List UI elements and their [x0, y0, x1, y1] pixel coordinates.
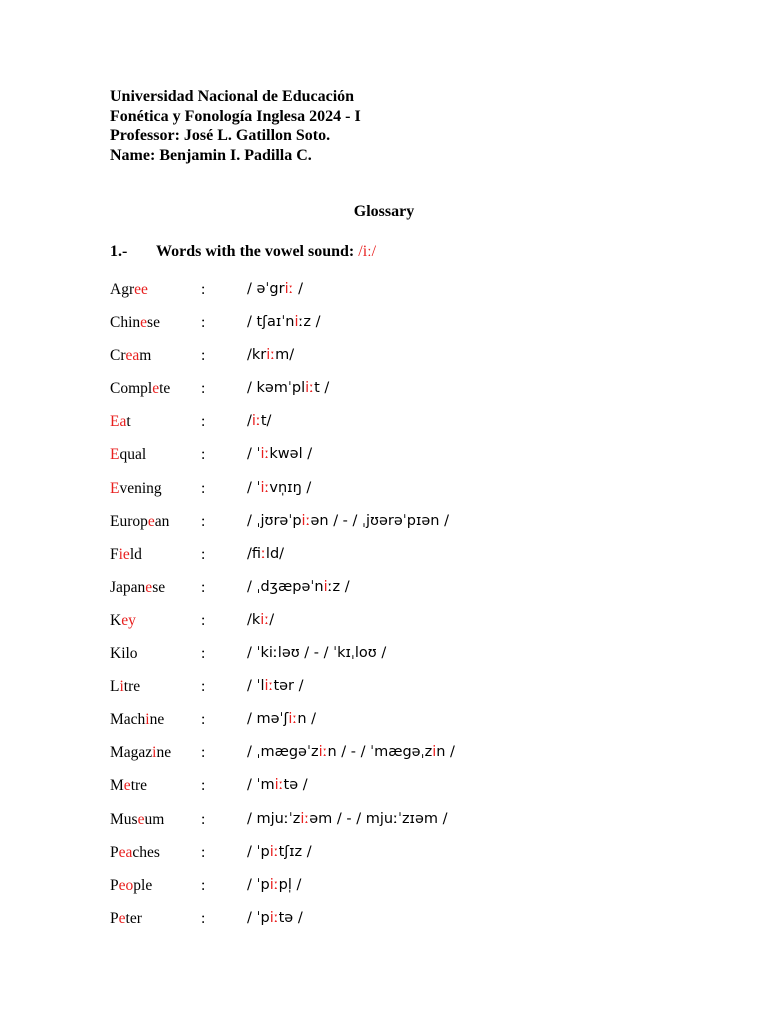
word-segment: vening [119, 479, 162, 497]
entry-word [110, 281, 148, 299]
ipa-segment: /k [247, 611, 261, 628]
entry-separator: : [201, 711, 206, 729]
glossary-entry [110, 480, 710, 513]
page-title: Glossary [353, 203, 415, 220]
glossary-entry [110, 711, 710, 744]
ipa-highlight: i [432, 744, 437, 761]
glossary-entry [110, 678, 710, 711]
entry-separator: : [201, 479, 206, 497]
entry-transcription [247, 281, 303, 297]
ipa-highlight: iː [260, 446, 270, 463]
word-segment: Europ [110, 512, 148, 530]
ipa-segment: / ˈkiːləʊ / - / ˈkɪˌloʊ / [247, 645, 387, 662]
ipa-segment: / ˈm [247, 777, 275, 794]
ipa-segment: / [293, 281, 303, 297]
word-segment: te [159, 380, 171, 398]
ipa-segment: vn̩ɪŋ / [269, 479, 312, 496]
ipa-segment: tʃɪz / [278, 843, 312, 860]
glossary-entry [110, 744, 710, 777]
word-segment: Magaz [110, 744, 153, 762]
word-segment: qual [119, 446, 147, 464]
entry-transcription [247, 711, 316, 727]
entry-transcription [247, 678, 304, 694]
ipa-highlight: iː [260, 479, 270, 496]
word-highlight: ee [134, 281, 148, 298]
ipa-segment: ld/ [265, 545, 285, 562]
entry-separator: : [201, 876, 206, 894]
entry-word [110, 612, 136, 630]
glossary-entry [110, 314, 710, 347]
glossary-entry [110, 579, 710, 612]
entry-transcription [247, 877, 301, 893]
word-highlight: e [145, 578, 153, 596]
entry-word [110, 844, 160, 862]
ipa-segment: ən / - / ˌjʊərəˈpɪən / [310, 512, 449, 529]
university-name: Universidad Nacional de Educación [110, 88, 355, 105]
ipa-segment: / ˈp [247, 909, 270, 926]
entry-separator: : [201, 578, 206, 596]
ipa-highlight: iː [266, 347, 276, 364]
glossary-entry [110, 844, 710, 877]
ipa-segment: n / - / ˈmægəˌz [327, 744, 433, 761]
word-highlight: e [140, 314, 148, 332]
word-segment: se [147, 314, 160, 332]
word-segment: se [152, 578, 166, 596]
entry-word [110, 777, 147, 795]
ipa-segment: / məˈʃ [247, 711, 289, 728]
entry-transcription [247, 645, 386, 661]
word-segment: m [139, 347, 152, 365]
word-segment: P [110, 843, 119, 861]
word-segment: P [110, 876, 119, 894]
word-segment: Agr [110, 281, 135, 298]
glossary-entry [110, 645, 710, 678]
ipa-highlight: i [323, 578, 328, 595]
entry-transcription [247, 380, 329, 396]
word-segment: Japan [110, 578, 146, 596]
ipa-segment: pl̩ / [278, 876, 302, 893]
ipa-highlight: iː [261, 545, 266, 562]
ipa-segment: / [247, 413, 252, 430]
ipa-segment: / tʃaɪˈn [247, 314, 295, 331]
entry-transcription [247, 844, 312, 860]
ipa-segment: / ˈ [247, 479, 261, 496]
glossary-entry [110, 446, 710, 479]
entry-transcription [247, 579, 350, 595]
ipa-segment: ːz / [298, 314, 321, 331]
glossary-entry [110, 546, 710, 579]
word-highlight: i [145, 711, 150, 729]
entry-transcription [247, 413, 271, 429]
ipa-segment: /f [247, 545, 262, 562]
ipa-segment: tə / [278, 909, 303, 926]
word-segment: Mach [110, 711, 146, 729]
word-highlight: ea [125, 347, 140, 365]
ipa-segment: / [269, 611, 275, 628]
word-segment: tre [123, 678, 141, 696]
entry-separator: : [201, 512, 206, 530]
ipa-segment: ːz / [327, 578, 350, 595]
ipa-highlight: iː [305, 380, 315, 397]
section-sound: /iː/ [358, 243, 377, 260]
word-highlight: e [118, 909, 126, 927]
ipa-segment: / ˈl [247, 678, 265, 695]
ipa-segment: / ˌdʒæpəˈn [247, 578, 324, 595]
ipa-segment: / ˈp [247, 843, 270, 860]
ipa-segment: m/ [275, 347, 295, 364]
ipa-segment: / ˌmægəˈz [247, 744, 319, 761]
entry-separator: : [201, 545, 206, 563]
entry-separator: : [201, 810, 206, 828]
document-header [110, 87, 361, 165]
ipa-segment: / mjuːˈz [247, 810, 301, 827]
entry-word [110, 811, 164, 829]
section-number: 1.- [110, 243, 128, 260]
entry-transcription [247, 910, 303, 926]
ipa-highlight: iː [274, 777, 284, 794]
entry-transcription [247, 777, 308, 793]
ipa-highlight: iː [269, 843, 279, 860]
entry-transcription [247, 314, 321, 330]
ipa-segment: tə / [283, 777, 308, 794]
word-segment: Mus [110, 810, 138, 828]
word-highlight: i [119, 678, 124, 696]
ipa-segment: / ˈp [247, 876, 270, 893]
glossary-list [110, 281, 710, 943]
course-name: Fonética y Fonología Inglesa 2024 - I [110, 107, 361, 125]
word-segment: ches [132, 843, 160, 861]
entry-transcription [247, 744, 455, 760]
entry-transcription [247, 612, 274, 628]
entry-separator: : [201, 744, 206, 762]
ipa-highlight: i [294, 314, 299, 331]
entry-word [110, 877, 152, 895]
ipa-segment: n / [436, 744, 455, 761]
entry-word [110, 678, 140, 696]
word-highlight: ey [121, 611, 136, 629]
professor-name: Professor: José L. Gatillon Soto. [110, 127, 331, 144]
ipa-segment: tər / [273, 678, 304, 695]
ipa-highlight: iː [288, 711, 298, 728]
word-highlight: ie [118, 545, 130, 563]
entry-transcription [247, 513, 449, 529]
entry-transcription [247, 480, 311, 496]
entry-separator: : [201, 347, 206, 365]
ipa-highlight: iː [301, 512, 311, 529]
word-segment: t [126, 413, 131, 431]
ipa-highlight: iː [260, 611, 270, 628]
word-segment: ter [125, 909, 142, 927]
entry-separator: : [201, 678, 206, 696]
word-segment: P [110, 909, 119, 927]
word-segment: L [110, 678, 120, 696]
entry-transcription [247, 347, 294, 363]
entry-word [110, 413, 131, 431]
word-segment: M [110, 777, 124, 795]
word-segment: ld [129, 545, 142, 563]
entry-separator: : [201, 645, 206, 663]
entry-separator: : [201, 380, 206, 398]
entry-word [110, 480, 162, 498]
ipa-highlight: iː [318, 744, 328, 761]
entry-word [110, 579, 165, 597]
entry-transcription [247, 446, 312, 462]
word-segment: um [144, 810, 165, 828]
glossary-entry [110, 910, 710, 943]
ipa-highlight: iː [264, 678, 274, 695]
word-highlight: e [123, 777, 131, 795]
word-highlight: E [110, 446, 120, 464]
ipa-segment: t / [314, 380, 330, 397]
entry-separator: : [201, 843, 206, 861]
entry-separator: : [201, 413, 206, 431]
entry-word [110, 546, 142, 564]
entry-separator: : [201, 611, 206, 629]
word-highlight: ea [118, 843, 133, 861]
glossary-entry [110, 380, 710, 413]
word-segment: Cr [110, 347, 126, 365]
entry-separator: : [201, 281, 206, 298]
entry-word [110, 446, 146, 464]
entry-word [110, 513, 169, 531]
ipa-segment: n / [297, 711, 317, 728]
glossary-entry [110, 811, 710, 844]
ipa-segment: t/ [260, 413, 272, 430]
word-segment: Kilo [110, 645, 138, 663]
ipa-segment: əm / - / mjuːˈzɪəm / [309, 810, 448, 827]
word-segment: tre [130, 777, 148, 795]
entry-word [110, 347, 151, 365]
ipa-highlight: iː [269, 876, 279, 893]
word-segment: Compl [110, 380, 153, 398]
entry-transcription [247, 811, 448, 827]
ipa-segment: / əˈgr [247, 281, 285, 297]
student-name: Name: Benjamin I. Padilla C. [110, 146, 312, 164]
entry-separator: : [201, 314, 206, 332]
ipa-highlight: iː [269, 909, 279, 926]
entry-separator: : [201, 446, 206, 464]
glossary-entry [110, 347, 710, 380]
word-segment: Chin [110, 314, 141, 332]
ipa-segment: /kr [247, 347, 267, 364]
ipa-highlight: iː [284, 281, 294, 297]
word-segment: ne [156, 744, 172, 762]
ipa-segment: / ˈ [247, 446, 261, 463]
entry-word [110, 744, 171, 762]
word-highlight: i [152, 744, 157, 762]
word-segment: F [110, 545, 119, 563]
word-segment: K [110, 611, 122, 629]
word-segment: an [154, 512, 170, 530]
ipa-segment: / kəmˈpl [247, 380, 306, 397]
glossary-entry [110, 877, 710, 910]
entry-word [110, 645, 138, 663]
section-label: Words with the vowel sound: [156, 243, 359, 260]
word-segment: ple [133, 876, 153, 894]
word-highlight: e [137, 810, 145, 828]
word-highlight: eo [118, 876, 134, 894]
glossary-entry [110, 281, 710, 314]
glossary-entry [110, 513, 710, 546]
entry-transcription [247, 546, 284, 562]
entry-word [110, 380, 170, 398]
entry-word [110, 314, 160, 332]
glossary-entry [110, 413, 710, 446]
entry-word [110, 711, 164, 729]
word-highlight: Ea [110, 413, 127, 431]
entry-separator: : [201, 777, 206, 795]
word-highlight: e [147, 512, 155, 530]
word-segment: ne [149, 711, 165, 729]
entry-word [110, 910, 142, 928]
word-highlight: E [110, 479, 120, 497]
ipa-segment: / ˌjʊrəˈp [247, 512, 302, 529]
entry-separator: : [201, 909, 206, 927]
word-highlight: e [152, 380, 160, 398]
ipa-highlight: iː [251, 413, 261, 430]
glossary-entry [110, 612, 710, 645]
ipa-segment: kwəl / [269, 446, 313, 463]
glossary-entry [110, 777, 710, 810]
ipa-highlight: iː [300, 810, 310, 827]
section-heading [110, 243, 376, 261]
